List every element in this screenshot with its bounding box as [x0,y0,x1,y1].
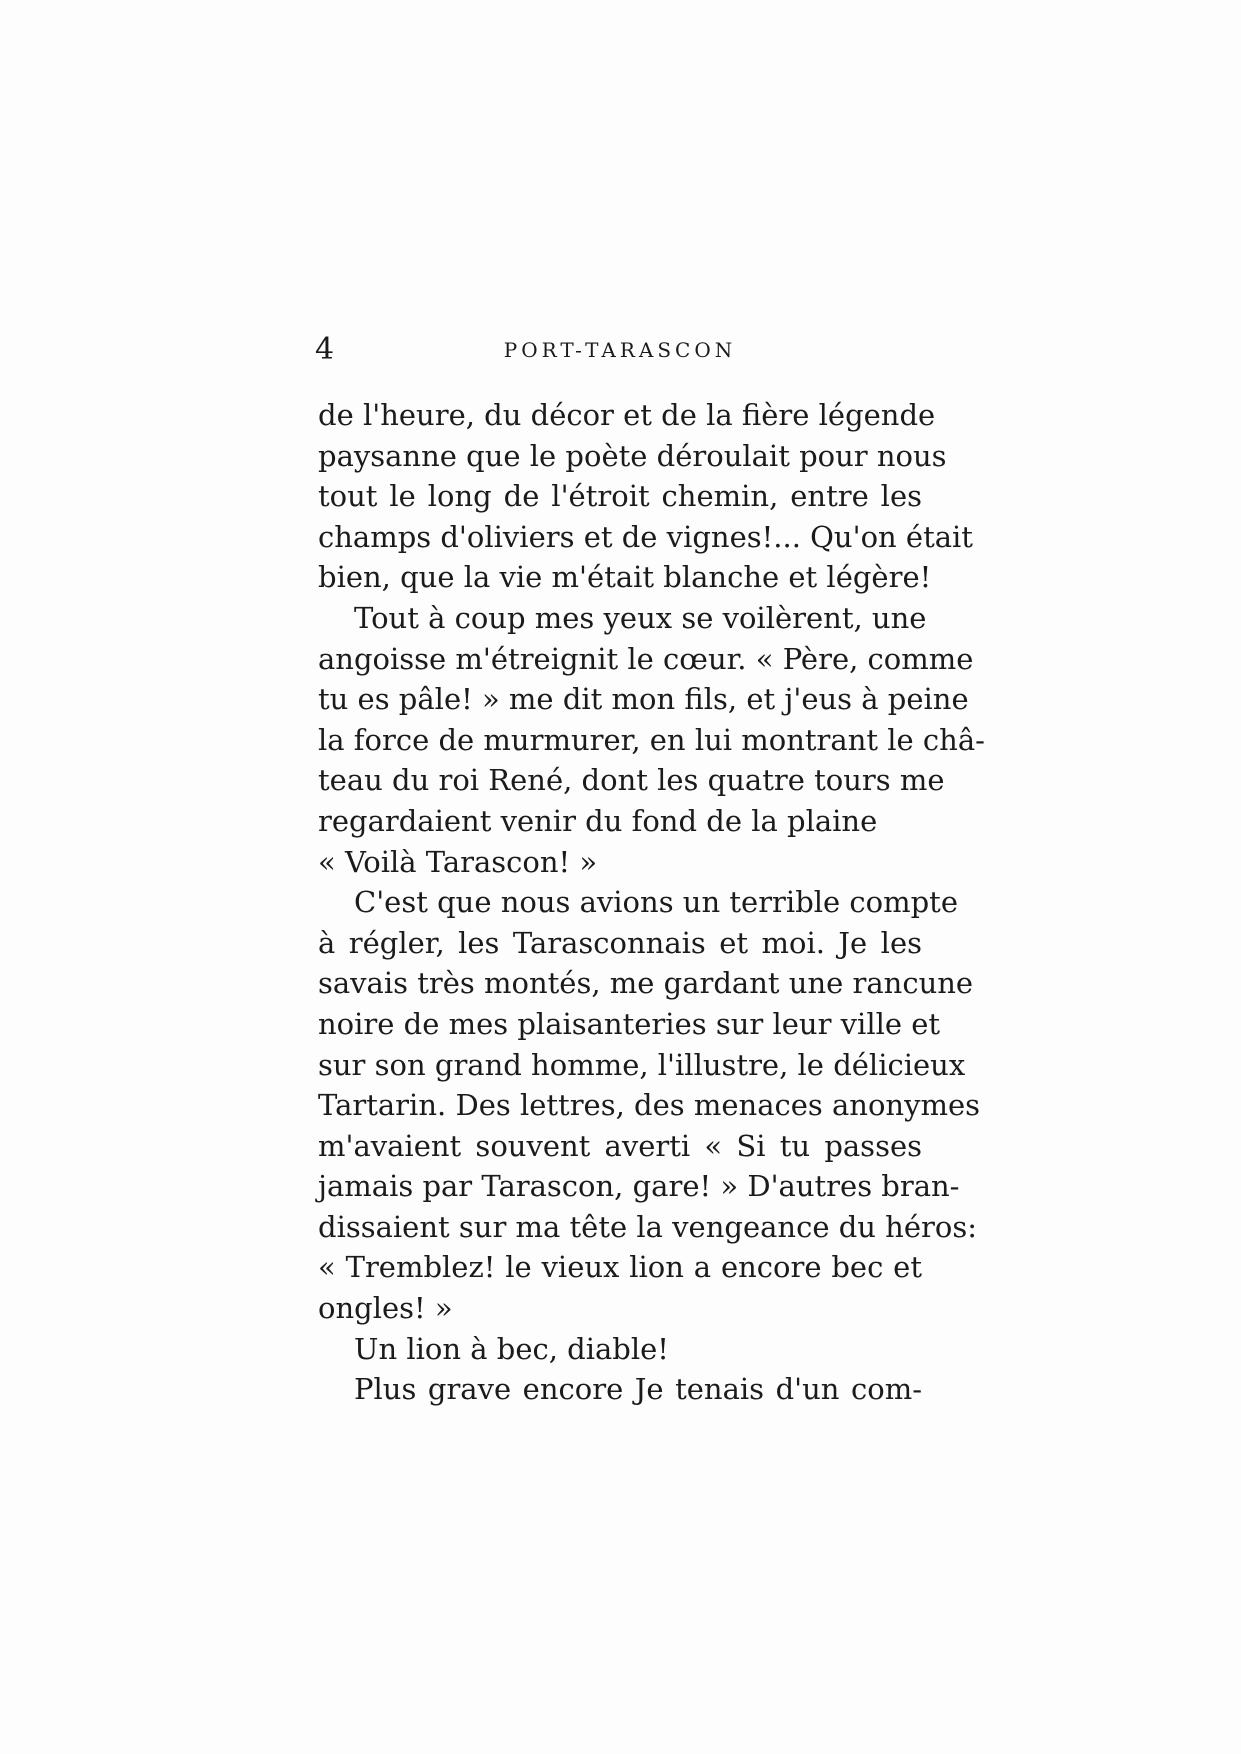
text-line: à régler, les Tarasconnais et moi. Je les [318,925,922,960]
paragraph-start-line: Plus grave encore Je tenais d'un com- [354,1372,922,1407]
text-line: dissaient sur ma tête la vengeance du héros: [318,1209,977,1244]
text-line: tout le long de l'étroit chemin, entre les [318,479,922,514]
text-line: noire de mes plaisanteries sur leur ville et [318,1006,941,1041]
text-line: tu es pâle! » me dit mon fils, et j'eus à peine [318,682,969,717]
paragraph-start-line: Tout à coup mes yeux se voilèrent, une [354,600,927,635]
running-head [315,330,925,370]
text-line: jamais par Tarascon, gare! » D'autres bran- [318,1169,960,1204]
text-line: « Tremblez! le vieux lion a encore bec et [318,1250,922,1285]
text-line: champs d'oliviers et de vignes!... Qu'on était [318,519,973,554]
page-number: 4 [315,332,335,367]
running-title: PORT-TARASCON [503,338,737,362]
text-line: angoisse m'étreignit le cœur. « Père, comme [318,641,974,676]
text-line: paysanne que le poète déroulait pour nous [318,438,947,473]
text-line: savais très montés, me gardant une rancune [318,966,974,1001]
text-line: teau du roi René, dont les quatre tours me [318,763,945,798]
text-line: regardaient venir du fond de la plaine [318,803,878,838]
paragraph-start-line: C'est que nous avions un terrible compte [354,885,958,920]
text-line: Tartarin. Des lettres, des menaces anonymes [318,1088,981,1123]
body-text [318,395,985,1410]
text-line: m'avaient souvent averti « Si tu passes [318,1128,922,1163]
text-line: bien, que la vie m'était blanche et légère! [318,560,932,595]
text-line: « Voilà Tarascon! » [318,844,598,879]
text-line: sur son grand homme, l'illustre, le délicieux [318,1047,966,1082]
paragraph-start-line: Un lion à bec, diable! [354,1331,669,1366]
text-line: ongles! » [318,1291,453,1326]
text-line: la force de murmurer, en lui montrant le châ- [318,722,985,757]
text-line: de l'heure, du décor et de la fière légende [318,398,936,432]
